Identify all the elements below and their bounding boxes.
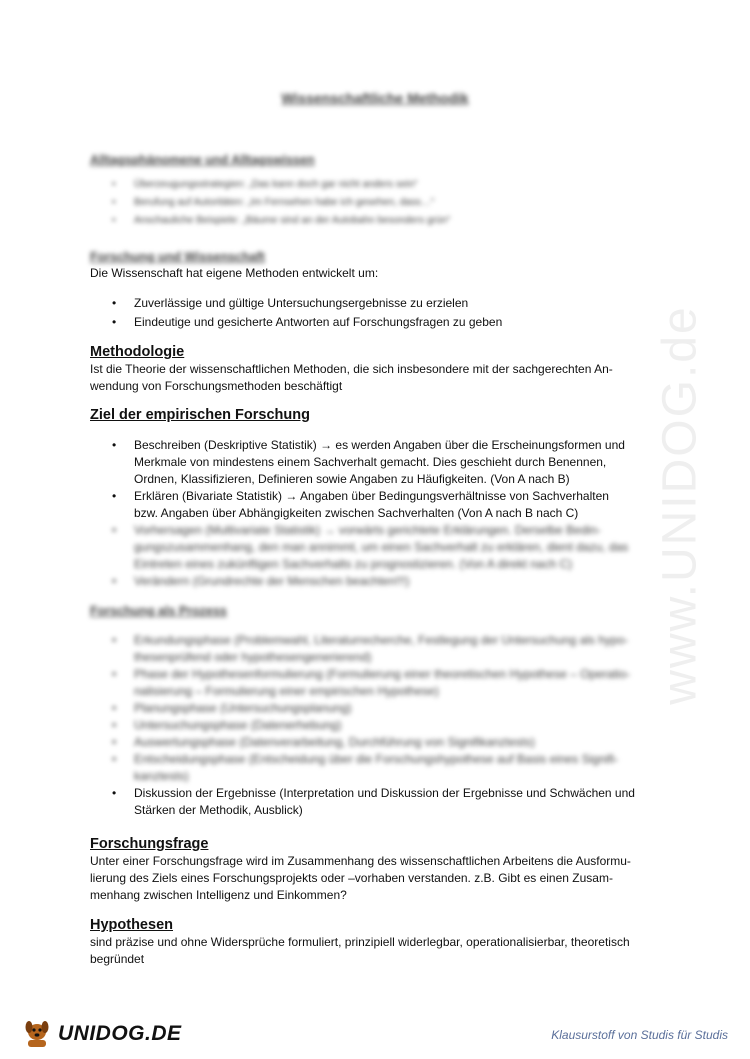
paragraph-line: Unter einer Forschungsfrage wird im Zusammenhang des wissenschaftlichen Arbeitens die Ausformu- — [90, 854, 631, 868]
section-heading: Methodologie — [90, 344, 185, 360]
list-item-line: • Beschreiben (Deskriptive Statistik) → es werden Angaben über die Erscheinungsformen und — [134, 438, 625, 452]
list-item-line: gungszusammenhang, den man annimmt, um einen Sachverhalt zu erklären, dient dazu, das — [134, 540, 629, 554]
list-item — [90, 437, 628, 488]
list-item-line: • Phase der Hypothesenformulierung (Formulierung einer theoretischen Hypothese – Operatio- — [134, 667, 631, 681]
list-item — [90, 522, 628, 573]
bullet-list — [90, 632, 635, 819]
list-item — [90, 785, 635, 819]
list-item-line: Eintreten eines zukünftigen Sachverhalts zu prognostizieren. (Von A direkt nach C) — [134, 557, 573, 571]
list-item — [90, 717, 635, 734]
list-item — [90, 488, 628, 522]
unidog-logo[interactable] — [22, 1017, 182, 1051]
paragraph: Die Wissenschaft hat eigene Methoden entwickelt um: — [90, 266, 379, 280]
list-item-line: • Planungsphase (Untersuchungsplanung) — [134, 701, 352, 715]
bullet-list — [90, 295, 502, 331]
list-item — [90, 700, 635, 717]
logo-text: UNIDOG.DE — [58, 1022, 182, 1045]
list-item-line: • Verändern (Grundrechte der Menschen beachten!!!) — [134, 574, 410, 588]
list-item — [90, 573, 628, 590]
page-title: Wissenschaftliche Methodik — [281, 90, 469, 106]
watermark-text: www.UNIDOG.de — [653, 305, 707, 705]
list-item-line: • Erkundungsphase (Problemwahl, Literaturrecherche, Festlegung der Untersuchung als hypo- — [134, 633, 629, 647]
list-item — [90, 632, 635, 666]
list-item-line: • Erklären (Bivariate Statistik) → Angaben über Bedingungsverhältnisse von Sachverhalten — [134, 489, 609, 503]
bullet-list — [90, 437, 628, 590]
paragraph-line: begründet — [90, 952, 145, 966]
section-prozess — [90, 604, 635, 819]
list-item — [90, 666, 635, 700]
section-heading: Forschung als Prozess — [90, 604, 227, 618]
section-alltag — [90, 153, 450, 230]
watermark — [645, 270, 715, 740]
bullet-list — [90, 176, 450, 230]
paragraph-line: Ist die Theorie der wissenschaftlichen Methoden, die sich insbesondere mit der sachgerechten An- — [90, 362, 613, 376]
list-item-line: Merkmale von mindestens einem Sachverhalt gemacht. Dies geschieht durch Benennen, — [134, 455, 607, 469]
list-item-line: Ordnen, Klassifizieren, Definieren sowie Angaben zu Häufigkeiten. (Von A nach B) — [134, 472, 570, 486]
list-item-line: Stärken der Methodik, Ausblick) — [134, 803, 303, 817]
list-item-line: • Diskussion der Ergebnisse (Interpretation und Diskussion der Ergebnisse und Schwächen und — [134, 786, 635, 800]
list-item-line: • Vorhersagen (Multivariate Statistik) → vorwärts gerichtete Erklärungen. Derselbe Bedin- — [134, 523, 601, 537]
list-item: • Zuverlässige und gültige Untersuchungsergebnisse zu erzielen — [90, 295, 502, 312]
list-item-line: nalisierung – Formulierung einer empirischen Hypothese) — [134, 684, 439, 698]
list-item-line: kanztests) — [134, 769, 189, 783]
list-item: • Überzeugungsstrategien: „Das kann doch gar nicht anders sein“ — [90, 176, 450, 194]
list-item: • Berufung auf Autoritäten: „Im Fernsehen habe ich gesehen, dass…“ — [90, 194, 450, 212]
section-methodologie — [90, 344, 613, 395]
section-forschungsfrage — [90, 836, 631, 904]
list-item: • Anschauliche Beispiele: „Bäume sind an der Autobahn besonders grün“ — [90, 212, 450, 230]
list-item-line: • Untersuchungsphase (Datenerhebung) — [134, 718, 342, 732]
list-item: • Eindeutige und gesicherte Antworten auf Forschungsfragen zu geben — [90, 314, 502, 331]
paragraph-line: lierung des Ziels eines Forschungsprojekts oder –vorhaben verstanden. z.B. Gibt es einen Zusam- — [90, 871, 613, 885]
list-item-line: • Auswertungsphase (Datenverarbeitung, Durchführung von Signifikanztests) — [134, 735, 535, 749]
section-heading: Hypothesen — [90, 917, 173, 933]
section-heading: Forschung und Wissenschaft — [90, 250, 265, 264]
paragraph-line: menhang zwischen Intelligenz und Einkommen? — [90, 888, 347, 902]
section-heading: Ziel der empirischen Forschung — [90, 407, 310, 423]
dog-icon — [22, 1018, 52, 1050]
list-item — [90, 734, 635, 751]
list-item-line: bzw. Angaben über Abhängigkeiten zwischen Sachverhalten (Von A nach B nach C) — [134, 506, 579, 520]
section-ziel — [90, 407, 628, 590]
section-forschung-wissenschaft — [90, 250, 502, 331]
section-heading: Alltagsphänomene und Alltagswissen — [90, 153, 315, 167]
paragraph-line: sind präzise und ohne Widersprüche formuliert, prinzipiell widerlegbar, operationalisierbar, theoretisch — [90, 935, 630, 949]
list-item — [90, 751, 635, 785]
list-item-line: thesenprüfend oder hypothesengenerierend) — [134, 650, 372, 664]
section-hypothesen — [90, 917, 630, 968]
section-heading: Forschungsfrage — [90, 836, 209, 852]
paragraph-line: wendung von Forschungsmethoden beschäftigt — [90, 379, 343, 393]
footer-tagline: Klausurstoff von Studis für Studis — [551, 1028, 728, 1042]
list-item-line: • Entscheidungsphase (Entscheidung über die Forschungshypothese auf Basis eines Signifi- — [134, 752, 619, 766]
